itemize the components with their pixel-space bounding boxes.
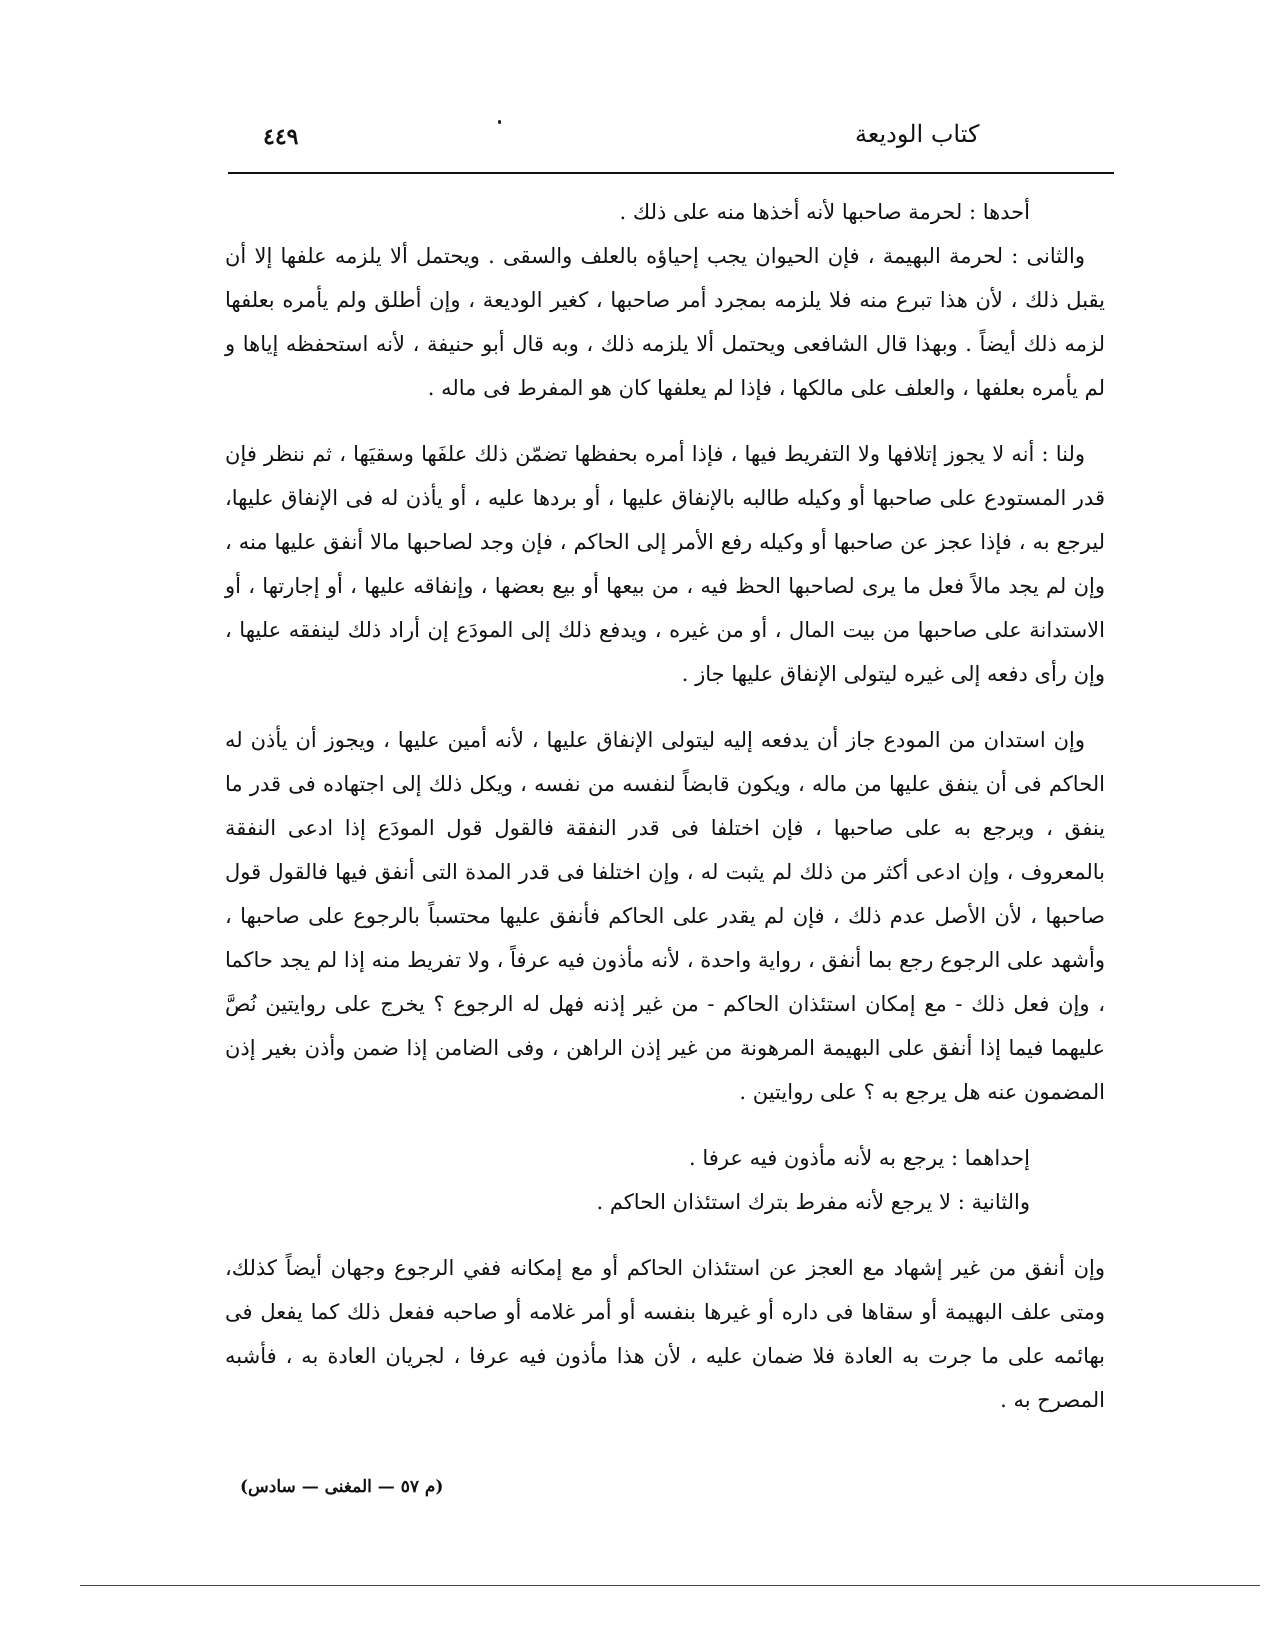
signature-note: (م ٥٧ — المغنى — سادس) (240, 1477, 444, 1497)
running-title: كتاب الوديعة (855, 120, 980, 148)
page-number: ٤٤٩ (263, 124, 299, 150)
page-header (255, 120, 1135, 160)
paragraph-no-witness: وإن أنفق من غير إشهاد مع العجز عن استئذان الحاكم أو مع إمكانه ففي الرجوع وجهان أيضاً كذلك، ومتى علف البهيمة أو سقاها فى داره أو غيرها بنفسه أو أمر غلامه أو صاحبه ففعل ذلك كما يفعل فى بهائمه على ما جرت به العادة فلا ضمان عليه ، لأن هذا مأذون فيه عرفا ، لجريان العادة به ، فأشبه المصرح به . (225, 1256, 1105, 1412)
paragraph-second-narration: والثانية : لا يرجع لأنه مفرط بترك استئذان الحاكم . (596, 1190, 1030, 1214)
paragraph-first-reason: أحدها : لحرمة صاحبها لأنه أخذها منه على ذلك . (619, 200, 1030, 224)
footer-rule (80, 1585, 1260, 1586)
paragraph-second-reason: والثانى : لحرمة البهيمة ، فإن الحيوان يجب إحياؤه بالعلف والسقى . ويحتمل ألا يلزمه علفها إلا أن يقبل ذلك ، لأن هذا تبرع منه فلا يلزمه بمجرد أمر صاحبها ، كغير الوديعة ، وإن أطلق ولم يأمره بعلفها لزمه ذلك أيضاً . وبهذا قال الشافعى ويحتمل ألا يلزمه ذلك ، وبه قال أبو حنيفة ، لأنه استحفظه إياها و لم يأمره بعلفها ، والعلف على مالكها ، فإذا لم يعلفها كان هو المفرط فى ماله . (225, 244, 1105, 400)
paragraph-borrowing: وإن استدان من المودع جاز أن يدفعه إليه ليتولى الإنفاق عليها ، لأنه أمين عليها ، ويجوز أن يأذن له الحاكم فى أن ينفق عليها من ماله ، ويكون قابضاً لنفسه من نفسه ، ويكل ذلك إلى اجتهاده فى قدر ما ينفق ، ويرجع به على صاحبها ، فإن اختلفا فى قدر النفقة فالقول قول المودَع إذا ادعى النفقة بالمعروف ، وإن ادعى أكثر من ذلك لم يثبت له ، وإن اختلفا فى قدر المدة التى أنفق فيها فالقول قول صاحبها ، لأن الأصل عدم ذلك ، فإن لم يقدر على الحاكم فأنفق عليها محتسباً بالرجوع على صاحبها ، وأشهد على الرجوع رجع بما أنفق ، رواية واحدة ، لأنه مأذون فيه عرفاً ، ولا تفريط منه إذا لم يجد حاكما ، وإن فعل ذلك - مع إمكان استئذان الحاكم - من غير إذنه فهل له الرجوع ؟ يخرج على روايتين نُصَّ عليهما فيما إذا أنفق على البهيمة المرهونة من غير إذن الراهن ، وفى الضامن إذا ضمن وأذن بغير إذن المضمون عنه هل يرجع به ؟ على روايتين . (225, 728, 1106, 1104)
print-speck (498, 120, 501, 124)
paragraph-first-narration: إحداهما : يرجع به لأنه مأذون فيه عرفا . (689, 1146, 1030, 1170)
page-body (225, 190, 1105, 1422)
header-rule (228, 172, 1114, 174)
paragraph-our-view: ولنا : أنه لا يجوز إتلافها ولا التفريط فيها ، فإذا أمره بحفظها تضمّن ذلك علفَها وسقيَها ، ثم ننظر فإن قدر المستودع على صاحبها أو وكيله طالبه بالإنفاق عليها ، أو بردها عليه ، أو يأذن له فى الإنفاق عليها، ليرجع به ، فإذا عجز عن صاحبها أو وكيله رفع الأمر إلى الحاكم ، فإن وجد لصاحبها مالا أنفق عليها منه ، وإن لم يجد مالاً فعل ما يرى لصاحبها الحظ فيه ، من بيعها أو بيع بعضها ، وإنفاقه عليها ، أو إجارتها ، أو الاستدانة على صاحبها من بيت المال ، أو من غيره ، ويدفع ذلك إلى المودَع إن أراد ذلك لينفقه عليها ، وإن رأى دفعه إلى غيره ليتولى الإنفاق عليها جاز . (225, 442, 1105, 686)
